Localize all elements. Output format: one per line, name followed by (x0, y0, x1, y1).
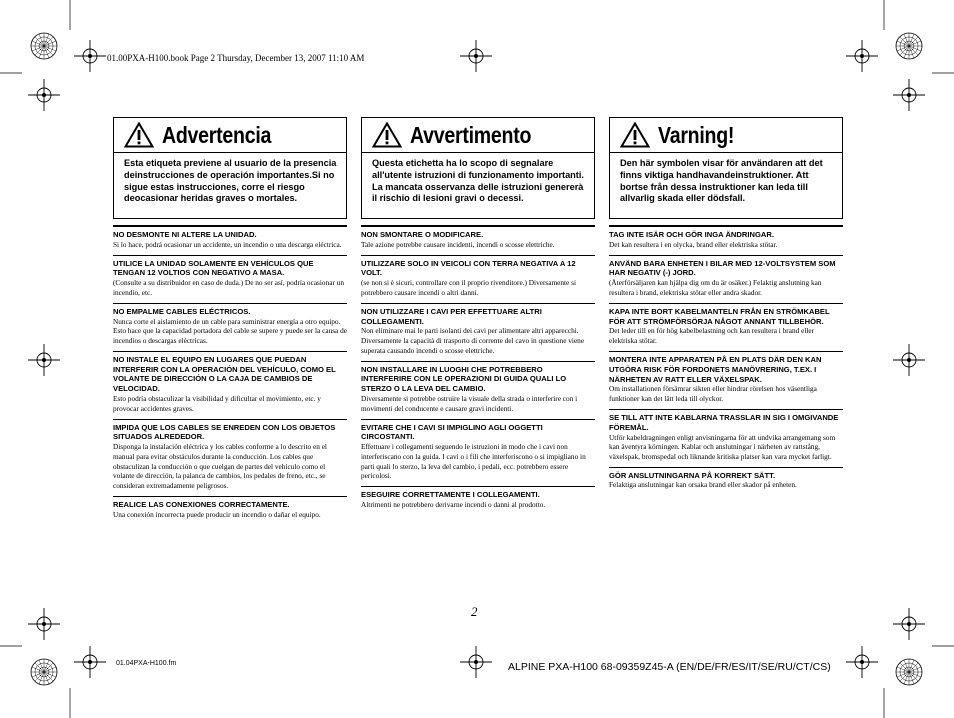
list-item (609, 468, 843, 496)
footer-file-name: 01.04PXA-H100.fm (116, 660, 177, 667)
list-item (361, 304, 595, 362)
item-heading: NON SMONTARE O MODIFICARE. (361, 230, 484, 239)
item-heading: GÖR ANSLUTNINGARNA PÅ KORREKT SÄTT. (609, 470, 776, 480)
warning-triangle-icon (372, 122, 402, 148)
column-title: Advertencia (162, 121, 272, 148)
list-item (361, 362, 595, 420)
item-body: Esto podría obstaculizar la visibilidad y dificultar el movimiento, etc. y provocar accidentes graves. (113, 394, 321, 413)
item-heading: EVITARE CHE I CAVI SI IMPIGLINO AGLI OGGETTI CIRCOSTANTI. (361, 422, 543, 442)
item-body: (Återförsäljaren kan hjälpa dig om du är osäker.) Felaktig anslutning kan resultera i brand, elektriska stötar eller andra skador. (609, 278, 822, 297)
item-list (113, 227, 347, 524)
warning-triangle-icon (124, 122, 154, 148)
item-heading: NON INSTALLARE IN LUOGHI CHE POTREBBERO INTERFERIRE CON LE OPERAZIONI DI GUIDA QUALI LO STERZO O LA LEVA DEL CAMBIO. (361, 364, 567, 394)
column-title: Avvertimento (410, 121, 532, 148)
warning-column-se (609, 117, 843, 495)
list-item (113, 420, 347, 497)
list-item (609, 352, 843, 410)
item-heading: TAG INTE ISÄR OCH GÖR INGA ÄNDRINGAR. (609, 230, 774, 239)
item-heading: NO DESMONTE NI ALTERE LA UNIDAD. (113, 230, 257, 239)
item-body: Tale azione potrebbe causare incidenti, incendi o scosse elettriche. (361, 239, 555, 249)
item-heading: ANVÄND BARA ENHETEN I BILAR MED 12-VOLTSYSTEM SOM HAR NEGATIV (-) JORD. (609, 258, 836, 278)
item-heading: IMPIDA QUE LOS CABLES SE ENREDEN CON LOS OBJETOS SITUADOS ALREDEDOR. (113, 422, 336, 442)
footer-model-code: ALPINE PXA-H100 68-09359Z45-A (EN/DE/FR/ES/IT/SE/RU/CT/CS) (508, 661, 831, 673)
list-item (361, 487, 595, 515)
item-list (361, 227, 595, 515)
item-body: Nunca corte el aislamiento de un cable para suministrar energía a otro equipo. Esto hace que la capacidad portadora del cable se supere y puede ser la causa de incendios o descargas eléctricas. (113, 316, 347, 345)
list-item (113, 256, 347, 304)
list-item (113, 352, 347, 420)
list-item (609, 227, 843, 256)
item-heading: ESEGUIRE CORRETTAMENTE I COLLEGAMENTI. (361, 490, 540, 500)
print-header: 01.00PXA-H100.book Page 2 Thursday, December 13, 2007 11:10 AM (107, 53, 365, 63)
title-box (361, 117, 595, 153)
list-item (361, 420, 595, 488)
item-list (609, 227, 843, 495)
item-body: Om installationen försämrar sikten eller hindrar rörelsen hos väsentliga funktioner kan det lätt leda till olyckor. (609, 384, 817, 404)
column-title: Varning! (658, 121, 735, 148)
list-item (113, 497, 347, 525)
item-body: Non eliminare mai le parti isolanti dei cavi per alimentare altri apparecchi. Diversamente la capacità di trasporto di corrente del cavo in questione viene superata causando incendi o scosse elettriche. (361, 326, 585, 355)
list-item (609, 410, 843, 468)
item-body: Utför kabeldragningen enligt anvisningarna för att undvika arrangemang som kan äventyra körningen. Kablar och anslutningar i närheten av rattstång, växelspak, bromspedal och liknande kritiska platser kan vara mycket farligt. (609, 432, 836, 461)
item-body: Una conexión incorrecta puede producir un incendio o dañar el equipo. (113, 509, 321, 519)
list-item (113, 304, 347, 352)
warning-triangle-icon (620, 122, 650, 148)
list-item (609, 304, 843, 352)
item-body: Det kan resultera i en olycka, brand eller elektriska stötar. (609, 239, 778, 249)
list-item (113, 227, 347, 256)
page-number: 2 (471, 604, 478, 619)
intro-text: Questa etichetta ha lo scopo di segnalare all'utente istruzioni di funzionamento importanti. La mancata osservanza delle istruzioni genererà il rischio di lesioni gravi o decessi. (361, 153, 595, 219)
item-heading: UTILICE LA UNIDAD SOLAMENTE EN VEHÍCULOS QUE TENGAN 12 VOLTIOS CON NEGATIVO A MASA. (113, 258, 314, 278)
item-body: (Consulte a su distribuidor en caso de duda.) De no ser así, podría ocasionar un incendio, etc. (113, 278, 345, 297)
item-heading: SE TILL ATT INTE KABLARNA TRASSLAR IN SIG I OMGIVANDE FÖREMÅL. (609, 412, 839, 432)
warning-column-es (113, 117, 347, 524)
warning-column-it (361, 117, 595, 515)
intro-text: Esta etiqueta previene al usuario de la presencia deinstrucciones de operación importantes.Si no sigue estas instrucciones, corre el riesgo deocasionar heridas graves o mortales. (113, 153, 347, 219)
list-item (609, 256, 843, 304)
item-body: Disponga la instalación eléctrica y los cables conforme a lo descrito en el manual para evitar obstáculos durante la conducción. Los cables que obstaculizan la conducción o que cuelgan de partes del vehículo como el volante de dirección, la palanca de cambios, los pedales de freno, etc., se consideran extremadamente peligrosos. (113, 442, 327, 491)
item-heading: NO EMPALME CABLES ELÉCTRICOS. (113, 306, 251, 316)
item-body: Altrimenti ne potrebbero derivarne incendi o danni al prodotto. (361, 499, 546, 509)
item-body: Diversamente si potrebbe ostruire la visuale della strada o interferire con i movimenti del conducente e causare gravi incidenti. (361, 394, 578, 413)
title-box (113, 117, 347, 153)
item-body: Effettuare i collegamenti seguendo le istruzioni in modo che i cavi non interferiscano con la guida. I cavi o i fili che interferiscono o si impigliano in parti quali lo sterzo, la leva del cambio, i pedali, ecc. potrebbero essere pericolosi. (361, 442, 586, 481)
item-heading: MONTERA INTE APPARATEN PÅ EN PLATS DÄR DEN KAN UTGÖRA RISK FÖR FORDONETS MANÖVRERING, T.EX. I NÄRHETEN AV RATT ELLER VÄXELSPAK. (609, 354, 822, 384)
item-heading: KAPA INTE BORT KABELMANTELN FRÅN EN STRÖMKABEL FÖR ATT STRÖMFÖRSÖRJA NÅGOT ANNANT TILLBEHÖR. (609, 306, 830, 326)
item-heading: REALICE LAS CONEXIONES CORRECTAMENTE. (113, 499, 290, 509)
item-body: (se non si è sicuri, controllare con il proprio rivenditore.) Diversamente si potrebbero causare incendi o altri danni. (361, 278, 576, 297)
item-body: Det leder till en för hög kabelbelastning och kan resultera i brand eller elektriska stötar. (609, 326, 815, 346)
item-body: Felaktiga anslutningar kan orsaka brand eller skador på enheten. (609, 480, 797, 490)
item-heading: NO INSTALE EL EQUIPO EN LUGARES QUE PUEDAN INTERFERIR CON LA OPERACIÓN DEL VEHÍCULO, COMO EL VOLANTE DE DIRECCIÓN O LA CAJA DE CAMBIOS DE VELOCIDAD. (113, 354, 336, 394)
item-heading: UTILIZZARE SOLO IN VEICOLI CON TERRA NEGATIVA A 12 VOLT. (361, 258, 576, 278)
list-item (361, 227, 595, 256)
intro-text: Den här symbolen visar för användaren att det finns viktiga handhavandeinstruktioner. Att bortse från dessa instruktioner kan leda till allvarlig skada eller dödsfall. (609, 153, 843, 219)
item-heading: NON UTILIZZARE I CAVI PER EFFETTUARE ALTRI COLLEGAMENTI. (361, 306, 542, 326)
item-body: Si lo hace, podrá ocasionar un accidente, un incendio o una descarga eléctrica. (113, 239, 342, 249)
list-item (361, 256, 595, 304)
title-box (609, 117, 843, 153)
